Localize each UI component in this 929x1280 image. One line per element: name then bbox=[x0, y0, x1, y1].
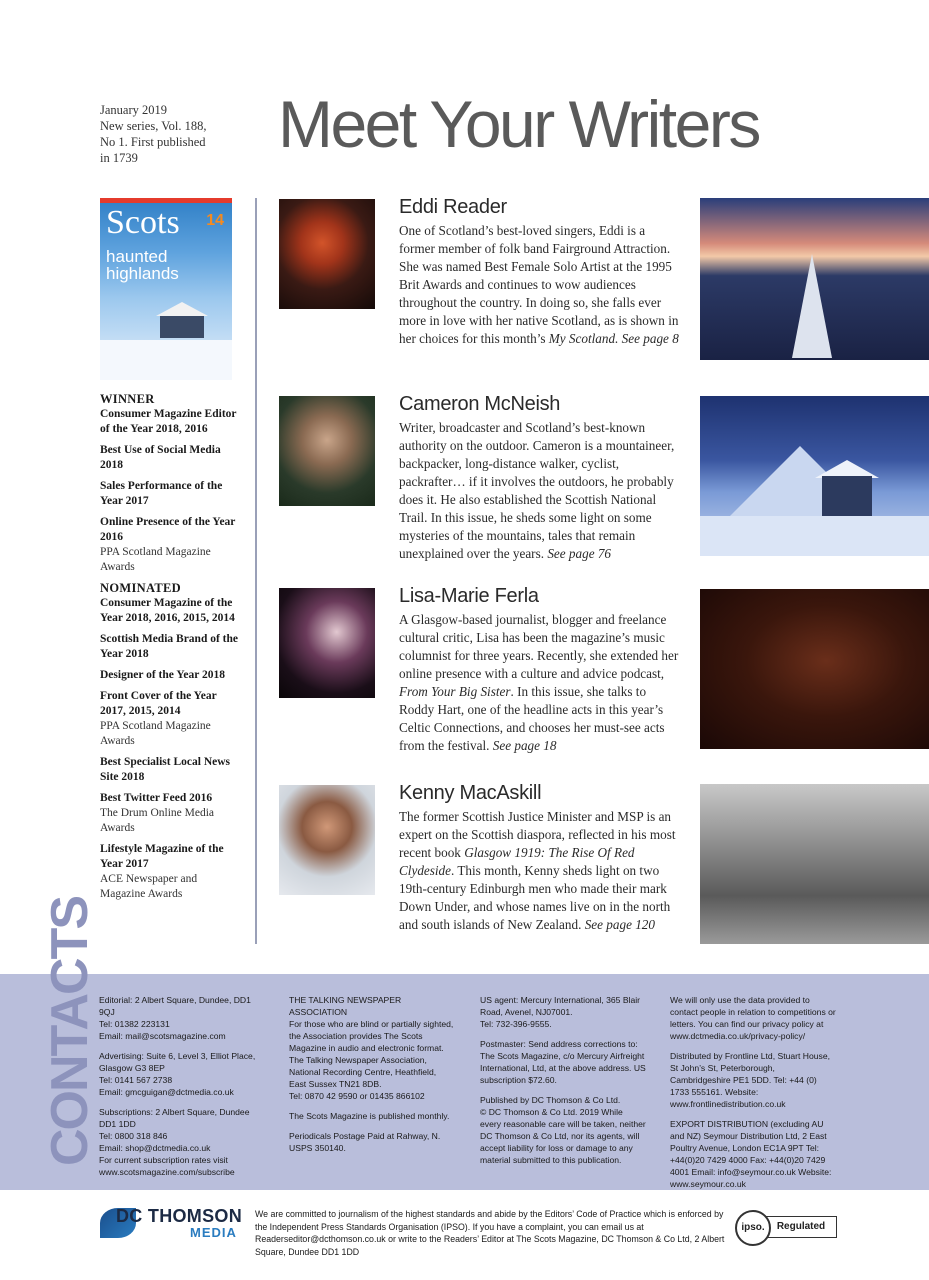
contact-block: Distributed by Frontline Ltd, Stuart House, St John’s St, Peterborough, Cambridgeshire PE1 5DD. Tel: +44 (0) 1733 555161. Website: www.frontlinedistribution.co.uk bbox=[670, 1051, 831, 1109]
bio-text: . This month, Kenny sheds light on two 19th-century Edinburgh men who made their mark Down Under, and whose names live on in the north and south islands of New Zealand. bbox=[399, 863, 671, 932]
award-title: Best Specialist Local News Site 2018 bbox=[100, 756, 231, 783]
ipso-regulated-label: Regulated bbox=[765, 1216, 837, 1238]
column-divider bbox=[255, 198, 257, 944]
snowfield-shape bbox=[700, 516, 929, 556]
cover-headline bbox=[106, 248, 179, 282]
band-photo bbox=[700, 589, 929, 749]
award-title: Front Cover of the Year 2017, 2015, 2014 bbox=[100, 690, 217, 717]
cover-hut-roof bbox=[156, 302, 208, 316]
award-title: Best Use of Social Media 2018 bbox=[100, 444, 221, 471]
cover-headline-line: highlands bbox=[106, 264, 179, 283]
bio-italic: See page 76 bbox=[547, 546, 612, 561]
logo-text: DC THOMSON bbox=[116, 1206, 242, 1226]
bio-italic: My Scotland. See page 8 bbox=[548, 331, 679, 346]
contacts-column-talking-newspaper bbox=[289, 994, 455, 1162]
award-title: Online Presence of the Year 2016 bbox=[100, 516, 236, 543]
awards-list bbox=[100, 392, 245, 908]
ipso-regulated-badge bbox=[735, 1210, 839, 1244]
contacts-column-editorial bbox=[99, 994, 265, 1186]
contact-block: THE TALKING NEWSPAPER ASSOCIATION For those who are blind or partially sighted, the Association provides The Scots Magazine in audio and electronic format. The Talking Newspaper Association, National Recording Centre, Heathfield, East Sussex TN21 8DB. Tel: 0870 42 9590 or 01435 866102 bbox=[289, 995, 454, 1101]
contact-block: EXPORT DISTRIBUTION (excluding AU and NZ) Seymour Distribution Ltd, 2 East Poultry Avenue, London EC1A 9PT Tel: +44(0)20 7429 4000 Fax: +44(0)20 7429 4001 Email: info@seymour.co.uk Website: www.seymour.co.uk bbox=[670, 1119, 832, 1189]
writer-name: Lisa-Marie Ferla bbox=[399, 585, 539, 607]
cover-issue-number: 14 bbox=[206, 212, 224, 229]
bio-text: The former Scottish Justice Minister and MSP is an expert on the Scottish diaspora, reflected in his most recent book bbox=[399, 809, 676, 860]
bio-text: A Glasgow-based journalist, blogger and freelance cultural critic, Lisa has been the magazine’s music columnist for three years. Recently, she extended her online presence with a culture and advice podcast, bbox=[399, 612, 679, 681]
writer-bio bbox=[399, 222, 679, 348]
award-item bbox=[100, 407, 245, 437]
mountain-bothy-photo bbox=[700, 396, 929, 556]
contact-block: Advertising: Suite 6, Level 3, Elliot Place, Glasgow G3 8EP Tel: 0141 567 2738 Email: gmcguigan@dctmedia.co.uk bbox=[99, 1051, 256, 1097]
award-title: Consumer Magazine of the Year 2018, 2016, 2015, 2014 bbox=[100, 597, 235, 624]
writer-bio bbox=[399, 611, 679, 755]
cover-masthead: Scots bbox=[106, 204, 180, 241]
page-title: Meet Your Writers bbox=[278, 87, 759, 161]
award-source: The Drum Online Media Awards bbox=[100, 807, 215, 834]
award-title: Designer of the Year 2018 bbox=[100, 669, 225, 681]
award-source: PPA Scotland Magazine Awards bbox=[100, 546, 211, 573]
award-item bbox=[100, 596, 245, 626]
cameron-mcneish-portrait bbox=[279, 396, 375, 506]
contacts-heading: CONTACTS bbox=[41, 896, 99, 1166]
bio-text: One of Scotland’s best-loved singers, Eddi is a former member of folk band Fairground Attraction. She was named Best Female Solo Artist at the 1995 Brit Awards and continues to wow audiences throughout the country. In doing so, she falls ever more in love with her native Scotland, as is shown in her choices for this month’s bbox=[399, 223, 679, 346]
award-item bbox=[100, 479, 245, 509]
cover-hut bbox=[160, 316, 204, 338]
writer-name: Cameron McNeish bbox=[399, 393, 561, 415]
contact-block: The Scots Magazine is published monthly. bbox=[289, 1111, 450, 1121]
award-item bbox=[100, 689, 245, 749]
ipso-statement: We are committed to journalism of the highest standards and abide by the Editors’ Code of Practice which is enforced by the Independent Press Standards Organisation (IPSO). If you have a complaint, you can email us at Readerseditor@dcthomson.co.uk or write to the Readers’ Editor at The Scots Magazine, DC Thomson & Co Ltd, 2 Albert Square, Dundee DD1 1DD bbox=[255, 1209, 725, 1257]
bio-italic: Glasgow 1919: The Rise Of Red Clydeside bbox=[399, 845, 635, 878]
contact-block: US agent: Mercury International, 365 Blair Road, Avenel, NJ07001. Tel: 732-396-9555. bbox=[480, 995, 641, 1029]
award-title: Consumer Magazine Editor of the Year 2018, 2016 bbox=[100, 408, 237, 435]
cover-snow bbox=[100, 340, 232, 380]
cover-headline-line: haunted bbox=[106, 247, 168, 266]
issue-info bbox=[100, 102, 250, 166]
writer-bio bbox=[399, 419, 679, 563]
historic-engraving-photo bbox=[700, 784, 929, 944]
award-item bbox=[100, 755, 245, 785]
contact-block: Periodicals Postage Paid at Rahway, N. USPS 350140. bbox=[289, 1131, 441, 1153]
award-title: Best Twitter Feed 2016 bbox=[100, 792, 213, 804]
award-source: PPA Scotland Magazine Awards bbox=[100, 720, 211, 747]
award-item bbox=[100, 632, 245, 662]
cover-top-strip bbox=[100, 198, 232, 203]
award-item bbox=[100, 842, 245, 902]
logo-subtext: MEDIA bbox=[190, 1225, 237, 1240]
dc-thomson-logo bbox=[100, 1206, 240, 1242]
award-source: ACE Newspaper and Magazine Awards bbox=[100, 873, 198, 900]
bio-italic: From Your Big Sister bbox=[399, 684, 511, 699]
nominated-heading: NOMINATED bbox=[100, 581, 181, 595]
contact-block: We will only use the data provided to contact people in relation to competitions or letters. You can find our privacy policy at www.dctmedia.co.uk/privacy-policy/ bbox=[670, 995, 836, 1041]
contact-block: Postmaster: Send address corrections to: The Scots Magazine, c/o Mercury Airfreight International, Ltd, at the above address. US subscription $72.60. bbox=[480, 1039, 646, 1085]
contacts-column-us-agent bbox=[480, 994, 646, 1174]
award-title: Sales Performance of the Year 2017 bbox=[100, 480, 223, 507]
pier-shape bbox=[792, 254, 832, 358]
award-item bbox=[100, 668, 245, 683]
winner-heading: WINNER bbox=[100, 392, 155, 406]
contact-block: Editorial: 2 Albert Square, Dundee, DD1 9QJ Tel: 01382 223131 Email: mail@scotsmagazine.com bbox=[99, 995, 251, 1041]
issue-line: No 1. First published bbox=[100, 135, 206, 149]
eddi-reader-portrait bbox=[279, 199, 375, 309]
award-item bbox=[100, 443, 245, 473]
bio-italic: See page 18 bbox=[492, 738, 557, 753]
bothy-shape bbox=[822, 476, 872, 516]
contacts-column-distribution bbox=[670, 994, 836, 1198]
lisa-marie-ferla-portrait bbox=[279, 588, 375, 698]
issue-line: January 2019 bbox=[100, 103, 167, 117]
contact-block: Subscriptions: 2 Albert Square, Dundee DD1 1DD Tel: 0800 318 846 Email: shop@dctmedia.co.uk For current subscription rates visit www.scotsmagazine.com/subscribe bbox=[99, 1107, 250, 1177]
writer-name: Kenny MacAskill bbox=[399, 782, 542, 804]
writer-name: Eddi Reader bbox=[399, 196, 507, 218]
contact-block: Published by DC Thomson & Co Ltd. © DC Thomson & Co Ltd. 2019 While every reasonable care will be taken, neither DC Thomson & Co Ltd, nor its agents, will accept liability for loss or damage to any material submitted to this publication. bbox=[480, 1095, 646, 1165]
issue-line: in 1739 bbox=[100, 151, 138, 165]
issue-line: New series, Vol. 188, bbox=[100, 119, 207, 133]
bio-italic: See page 120 bbox=[584, 917, 655, 932]
writer-bio bbox=[399, 808, 679, 934]
ipso-logo: ipso. bbox=[735, 1210, 771, 1246]
kenny-macaskill-portrait bbox=[279, 785, 375, 895]
magazine-cover-image bbox=[100, 198, 232, 380]
loch-pier-photo bbox=[700, 198, 929, 360]
award-item bbox=[100, 791, 245, 836]
award-title: Scottish Media Brand of the Year 2018 bbox=[100, 633, 238, 660]
award-title: Lifestyle Magazine of the Year 2017 bbox=[100, 843, 224, 870]
bio-text: . In this issue, she talks to Roddy Hart, one of the headline acts in this year’s Celtic Connections, and chooses her must-see acts from the festival. bbox=[399, 684, 665, 753]
award-item bbox=[100, 515, 245, 575]
bio-text: Writer, broadcaster and Scotland’s best-known authority on the outdoor. Cameron is a mountaineer, backpacker, long-distance walker, cyclist, packrafter… if it involves the outdoors, he probably does it. He also established the Scottish National Trail. In this issue, he sheds some light on some mysteries of the mountains, tales that remain unexplained over the years. bbox=[399, 420, 675, 561]
